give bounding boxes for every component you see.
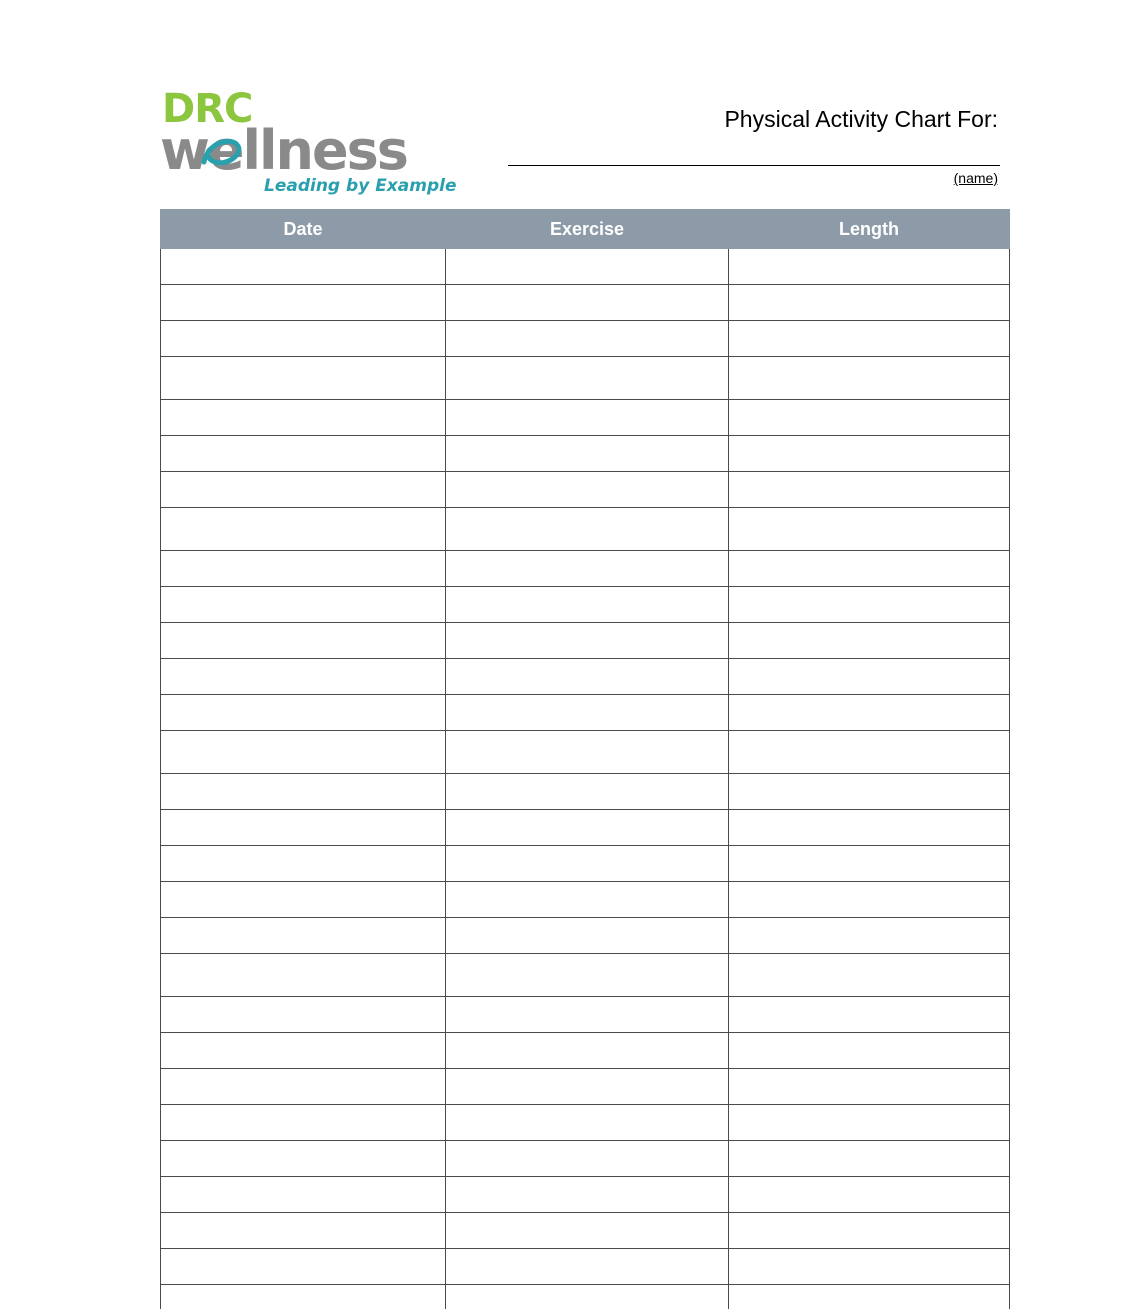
cell-length[interactable] xyxy=(729,551,1010,587)
cell-exercise[interactable] xyxy=(446,1249,729,1285)
cell-length[interactable] xyxy=(729,1105,1010,1141)
table-row[interactable] xyxy=(161,400,1010,436)
cell-exercise[interactable] xyxy=(446,436,729,472)
cell-length[interactable] xyxy=(729,695,1010,731)
table-row[interactable] xyxy=(161,1249,1010,1285)
table-row[interactable] xyxy=(161,1033,1010,1069)
cell-length[interactable] xyxy=(729,472,1010,508)
table-row[interactable] xyxy=(161,623,1010,659)
table-row[interactable] xyxy=(161,774,1010,810)
table-row[interactable] xyxy=(161,954,1010,997)
table-row[interactable] xyxy=(161,321,1010,357)
cell-exercise[interactable] xyxy=(446,472,729,508)
cell-exercise[interactable] xyxy=(446,918,729,954)
cell-date[interactable] xyxy=(161,508,446,551)
cell-date[interactable] xyxy=(161,357,446,400)
cell-date[interactable] xyxy=(161,436,446,472)
cell-exercise[interactable] xyxy=(446,882,729,918)
table-row[interactable] xyxy=(161,551,1010,587)
cell-length[interactable] xyxy=(729,1249,1010,1285)
cell-date[interactable] xyxy=(161,1249,446,1285)
table-row[interactable] xyxy=(161,1177,1010,1213)
cell-exercise[interactable] xyxy=(446,659,729,695)
document-header xyxy=(160,88,1000,200)
cell-date[interactable] xyxy=(161,997,446,1033)
cell-exercise[interactable] xyxy=(446,1177,729,1213)
cell-date[interactable] xyxy=(161,400,446,436)
table-row[interactable] xyxy=(161,587,1010,623)
cell-exercise[interactable] xyxy=(446,774,729,810)
cell-date[interactable] xyxy=(161,1285,446,1310)
cell-exercise[interactable] xyxy=(446,1285,729,1310)
cell-date[interactable] xyxy=(161,1033,446,1069)
name-caption-text: (name) xyxy=(953,170,998,186)
cell-exercise[interactable] xyxy=(446,357,729,400)
cell-exercise[interactable] xyxy=(446,249,729,285)
cell-exercise[interactable] xyxy=(446,695,729,731)
cell-length[interactable] xyxy=(729,997,1010,1033)
cell-exercise[interactable] xyxy=(446,1033,729,1069)
logo-drc-text: DRC xyxy=(162,86,253,132)
cell-exercise[interactable] xyxy=(446,731,729,774)
table-row[interactable] xyxy=(161,846,1010,882)
cell-exercise[interactable] xyxy=(446,1141,729,1177)
table-row[interactable] xyxy=(161,1105,1010,1141)
cell-length[interactable] xyxy=(729,1177,1010,1213)
table-row[interactable] xyxy=(161,1069,1010,1105)
cell-length[interactable] xyxy=(729,846,1010,882)
cell-date[interactable] xyxy=(161,846,446,882)
cell-length[interactable] xyxy=(729,1285,1010,1310)
table-row[interactable] xyxy=(161,810,1010,846)
table-row[interactable] xyxy=(161,249,1010,285)
cell-exercise[interactable] xyxy=(446,623,729,659)
name-input-line[interactable] xyxy=(508,165,1000,166)
cell-exercise[interactable] xyxy=(446,1069,729,1105)
cell-length[interactable] xyxy=(729,774,1010,810)
table-head xyxy=(161,210,1010,249)
cell-date[interactable] xyxy=(161,587,446,623)
cell-exercise[interactable] xyxy=(446,1105,729,1141)
table-row[interactable] xyxy=(161,918,1010,954)
cell-length[interactable] xyxy=(729,587,1010,623)
table-row[interactable] xyxy=(161,357,1010,400)
activity-table xyxy=(160,209,1010,1309)
cell-length[interactable] xyxy=(729,659,1010,695)
logo-tagline: Leading by Example xyxy=(264,176,457,196)
table-row[interactable] xyxy=(161,997,1010,1033)
cell-length[interactable] xyxy=(729,285,1010,321)
cell-exercise[interactable] xyxy=(446,400,729,436)
cell-date[interactable] xyxy=(161,882,446,918)
cell-date[interactable] xyxy=(161,321,446,357)
table-row[interactable] xyxy=(161,285,1010,321)
cell-date[interactable] xyxy=(161,1213,446,1249)
cell-length[interactable] xyxy=(729,400,1010,436)
cell-length[interactable] xyxy=(729,321,1010,357)
table-row[interactable] xyxy=(161,1285,1010,1310)
cell-date[interactable] xyxy=(161,1177,446,1213)
cell-date[interactable] xyxy=(161,623,446,659)
table-row[interactable] xyxy=(161,472,1010,508)
table-row[interactable] xyxy=(161,731,1010,774)
logo-wellness-text: wellness xyxy=(160,119,407,182)
table-body xyxy=(161,249,1010,1310)
cell-date[interactable] xyxy=(161,918,446,954)
cell-length[interactable] xyxy=(729,508,1010,551)
cell-exercise[interactable] xyxy=(446,810,729,846)
cell-exercise[interactable] xyxy=(446,954,729,997)
cell-length[interactable] xyxy=(729,954,1010,997)
table-row[interactable] xyxy=(161,882,1010,918)
cell-date[interactable] xyxy=(161,659,446,695)
cell-length[interactable] xyxy=(729,1069,1010,1105)
cell-length[interactable] xyxy=(729,918,1010,954)
table-row[interactable] xyxy=(161,436,1010,472)
column-header-exercise: Exercise xyxy=(446,210,729,249)
cell-date[interactable] xyxy=(161,695,446,731)
cell-date[interactable] xyxy=(161,551,446,587)
activity-table-wrapper xyxy=(160,209,1000,1309)
name-caption xyxy=(500,170,1000,186)
cell-length[interactable] xyxy=(729,357,1010,400)
title-block xyxy=(500,106,1000,186)
table-row[interactable] xyxy=(161,1213,1010,1249)
table-row[interactable] xyxy=(161,1141,1010,1177)
cell-length[interactable] xyxy=(729,623,1010,659)
cell-date[interactable] xyxy=(161,774,446,810)
cell-exercise[interactable] xyxy=(446,997,729,1033)
column-header-length: Length xyxy=(729,210,1010,249)
cell-exercise[interactable] xyxy=(446,285,729,321)
cell-exercise[interactable] xyxy=(446,508,729,551)
cell-date[interactable] xyxy=(161,285,446,321)
cell-exercise[interactable] xyxy=(446,587,729,623)
cell-exercise[interactable] xyxy=(446,321,729,357)
cell-date[interactable] xyxy=(161,1105,446,1141)
cell-date[interactable] xyxy=(161,472,446,508)
swoosh-icon xyxy=(198,132,244,176)
cell-exercise[interactable] xyxy=(446,1213,729,1249)
column-header-date: Date xyxy=(161,210,446,249)
cell-date[interactable] xyxy=(161,1141,446,1177)
cell-length[interactable] xyxy=(729,1213,1010,1249)
cell-length[interactable] xyxy=(729,810,1010,846)
cell-exercise[interactable] xyxy=(446,846,729,882)
cell-length[interactable] xyxy=(729,1141,1010,1177)
cell-date[interactable] xyxy=(161,731,446,774)
logo xyxy=(160,86,457,198)
cell-date[interactable] xyxy=(161,1069,446,1105)
cell-length[interactable] xyxy=(729,882,1010,918)
table-row[interactable] xyxy=(161,695,1010,731)
table-header-row xyxy=(161,210,1010,249)
table-row[interactable] xyxy=(161,508,1010,551)
cell-length[interactable] xyxy=(729,249,1010,285)
table-row[interactable] xyxy=(161,659,1010,695)
cell-date[interactable] xyxy=(161,249,446,285)
cell-length[interactable] xyxy=(729,731,1010,774)
cell-date[interactable] xyxy=(161,954,446,997)
cell-date[interactable] xyxy=(161,810,446,846)
cell-length[interactable] xyxy=(729,436,1010,472)
page-title: Physical Activity Chart For: xyxy=(724,106,998,132)
cell-length[interactable] xyxy=(729,1033,1010,1069)
cell-exercise[interactable] xyxy=(446,551,729,587)
